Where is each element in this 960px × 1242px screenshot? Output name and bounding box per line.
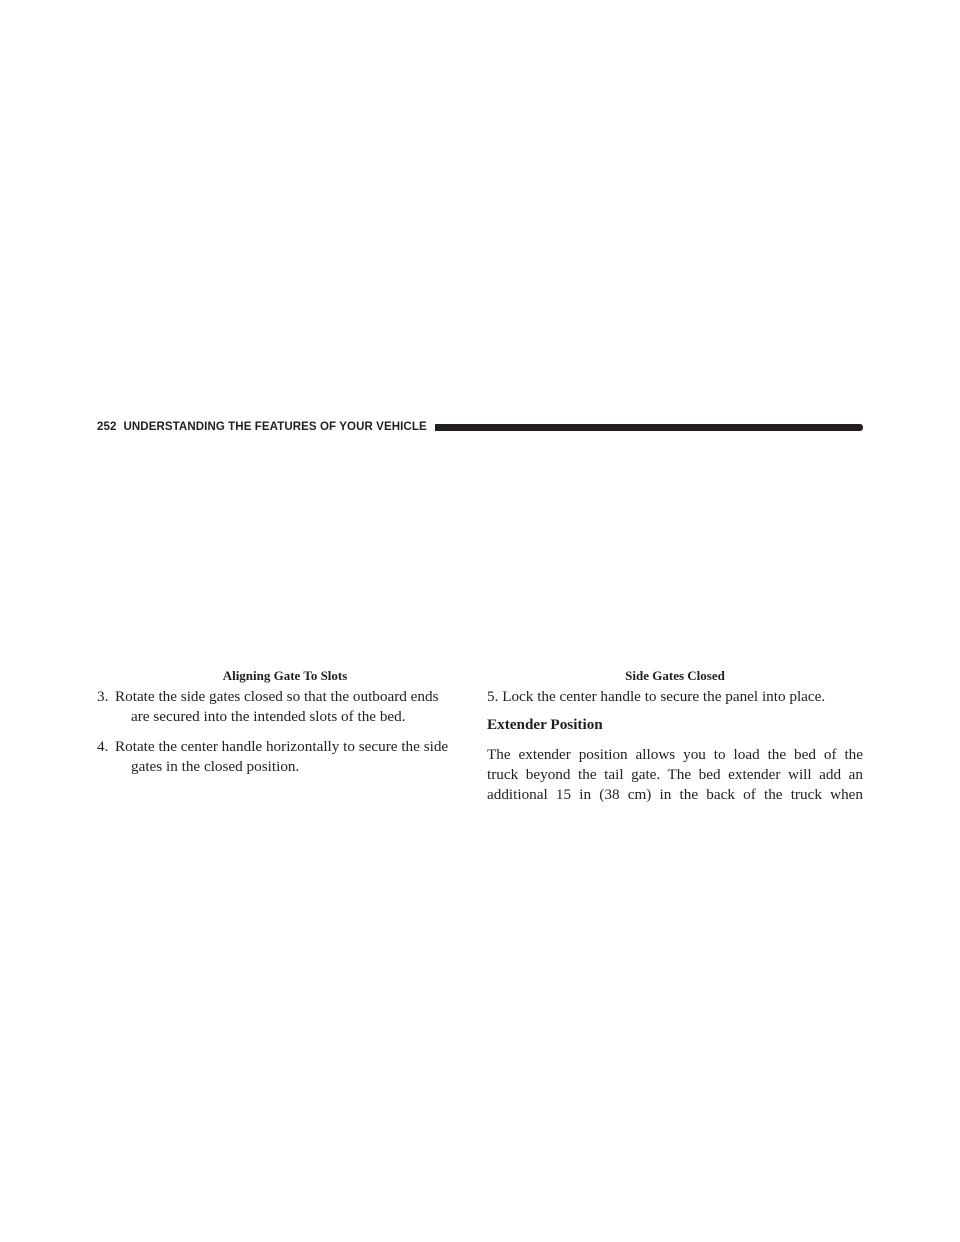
- step-4: [97, 737, 473, 777]
- header-rule: [435, 424, 863, 431]
- step-5: 5. Lock the center handle to secure the panel into place.: [487, 688, 826, 705]
- page-header: [97, 419, 863, 435]
- subheading-extender-position: Extender Position: [487, 716, 603, 733]
- step-3: [97, 687, 473, 727]
- paragraph-line: additional 15 in (38 cm) in the back of the truck when: [487, 786, 863, 803]
- step-text-line: Rotate the center handle horizontally to secure the side: [115, 738, 449, 755]
- figure-caption-right: Side Gates Closed: [625, 668, 725, 683]
- step-number: 3.: [97, 688, 109, 705]
- section-title: UNDERSTANDING THE FEATURES OF YOUR VEHICLE: [123, 421, 427, 433]
- left-column: [97, 687, 473, 787]
- body-paragraph: [487, 745, 863, 805]
- step-text-line: gates in the closed position.: [131, 758, 300, 775]
- paragraph-line: truck beyond the tail gate. The bed extender will add an: [487, 766, 863, 783]
- page-number: 252: [97, 421, 117, 433]
- paragraph-line: The extender position allows you to load the bed of the: [487, 746, 863, 763]
- step-text-line: are secured into the intended slots of the bed.: [131, 708, 406, 725]
- right-column: [487, 687, 863, 805]
- figure-caption-left: Aligning Gate To Slots: [222, 668, 348, 683]
- step-text-line: Rotate the side gates closed so that the outboard ends: [115, 688, 439, 705]
- step-number: 4.: [97, 738, 109, 755]
